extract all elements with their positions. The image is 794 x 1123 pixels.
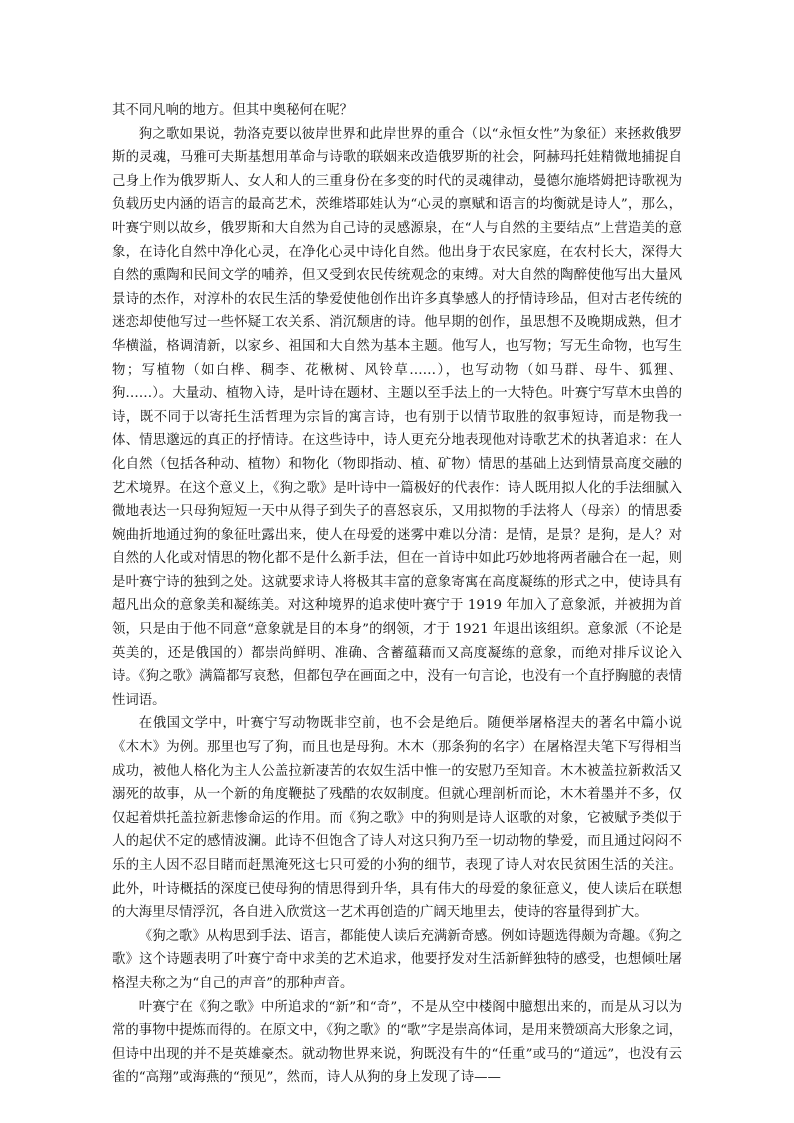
paragraph-body-1: 狗之歌如果说，勃洛克要以彼岸世界和此岸世界的重合（以“永恒女性”为象征）来拯救俄罗斯的灵魂，马雅可夫斯基想用革命与诗歌的联姻来改造俄罗斯的社会，阿赫玛托娃精微地捕捉自己身上作为俄罗斯人、女人和人的三重身份在多变的时代的灵魂律动，曼德尔施塔姆把诗歌视为负载历史内涵的语言的最高艺术，茨维塔耶娃认为“心灵的禀赋和语言的均衡就是诗人”，那么，叶赛宁则以故乡，俄罗斯和大自然为自己诗的灵感源泉，在“人与自然的主要结点”上营造美的意象，在诗化自然中净化心灵，在净化心灵中诗化自然。他出身于农民家庭，在农村长大，深得大自然的熏陶和民间文学的哺养，但又受到农民传统观念的束缚。对大自然的陶醉使他写出大量风景诗的杰作，对淳朴的农民生活的挚爱使他创作出许多真挚感人的抒情诗珍品，但对古老传统的迷恋却使他写过一些怀疑工农关系、消沉颓唐的诗。他早期的创作，虽思想不及晚期成熟，但才华横溢，格调清新，以家乡、祖国和大自然为基本主题。他写人，也写物；写无生命物，也写生物；写植物（如白桦、稠李、花楸树、风铃草……），也写动物（如马群、母牛、狐狸、狗……）。大量动、植物入诗，是叶诗在题材、主题以至手法上的一大特色。叶赛宁写草木虫兽的诗，既不同于以寄托生活哲理为宗旨的寓言诗，也有别于以情节取胜的叙事短诗，而是物我一体、情思邈远的真正的抒情诗。在这些诗中，诗人更充分地表现他对诗歌艺术的执著追求：在人化自然（包括各种动、植物）和物化（物即指动、植、矿物）情思的基础上达到情景高度交融的艺术境界。在这个意义上，《狗之歌》是叶诗中一篇极好的代表作：诗人既用拟人化的手法细腻入微地表达一只母狗短短一天中从得子到失子的喜怒哀乐，又用拟物的手法将人（母亲）的情思委婉曲折地通过狗的象征吐露出来，使人在母爱的迷雾中难以分清：是情，是景？是狗，是人？对自然的人化或对情思的物化都不是什么新手法，但在一首诗中如此巧妙地将两者融合在一起，则是叶赛宁诗的独到之处。这就要求诗人将极其丰富的意象寄寓在高度凝练的形式之中，使诗具有超凡出众的意象美和凝练美。对这种境界的追求使叶赛宁于 1919 年加入了意象派，并被拥为首领，只是由于他不同意“意象就是目的本身”的纲领，才于 1921 年退出该组织。意象派（不论是英美的，还是俄国的）都崇尚鲜明、准确、含蓄蕴藉而又高度凝练的意象，而绝对排斥议论入诗。《狗之歌》满篇都写哀愁，但都包孕在画面之中，没有一句言论，也没有一个直抒胸臆的表情性词语。	[112, 126, 682, 708]
paragraph-body-4: 叶赛宁在《狗之歌》中所追求的“新”和“奇”，不是从空中楼阁中臆想出来的，而是从习以为常的事物中提炼而得的。在原文中，《狗之歌》的“歌”字是崇高体词，是用来赞颂高大形象之词，但诗中出现的并不是英雄豪杰。就动物世界来说，狗既没有牛的“任重”或马的“道远”，也没有云雀的“高翔”或海燕的“预见”，然而，诗人从狗的身上发现了诗——	[112, 999, 682, 1086]
paragraph-body-3: 《狗之歌》从构思到手法、语言，都能使人读后充满新奇感。例如诗题选得颇为奇趣。《狗之歌》这个诗题表明了叶赛宁奇中求美的艺术追求，他要抒发对生活新鲜独特的感受，也想倾吐屠格涅夫称之为“自己的声音”的那种声音。	[112, 928, 682, 991]
document-page	[112, 99, 682, 1090]
paragraph-continuation: 其不同凡响的地方。但其中奥秘何在呢？	[112, 103, 354, 118]
paragraph-body-2: 在俄国文学中，叶赛宁写动物既非空前，也不会是绝后。随便举屠格涅夫的著名中篇小说《木木》为例。那里也写了狗，而且也是母狗。木木（那条狗的名字）在屠格涅夫笔下写得相当成功，被他人格化为主人公盖拉新凄苦的农奴生活中惟一的安慰乃至知音。木木被盖拉新救活又溺死的故事，从一个新的角度鞭挞了残酷的农奴制度。但就心理剖析而论，木木着墨并不多，仅仅起着烘托盖拉新悲惨命运的作用。而《狗之歌》中的狗则是诗人讴歌的对象，它被赋予类似于人的起伏不定的感情波澜。此诗不但饱含了诗人对这只狗乃至一切动物的挚爱，而且通过闷闷不乐的主人因不忍目睹而赶黑淹死这七只可爱的小狗的细节，表现了诗人对农民贫困生活的关注。此外，叶诗概括的深度已使母狗的情思得到升华，具有伟大的母爱的象征意义，使人读后在联想的大海里尽情浮沉，各自进入欣赏这一艺术再创造的广阔天地里去，使诗的容量得到扩大。	[112, 716, 682, 921]
